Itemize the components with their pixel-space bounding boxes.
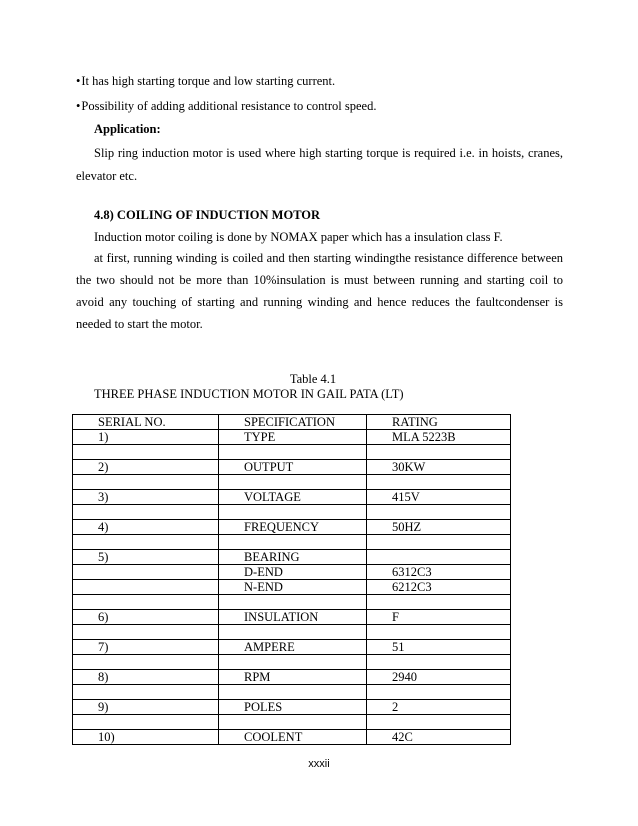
coiling-paragraph-2-line-1: at first, running winding is coiled and then starting windingthe resistance difference between [94,251,563,265]
specification-cell: FREQUENCY [219,520,367,535]
specification-cell [219,655,367,670]
serial-cell [73,685,219,700]
bullet-high-torque: • It has high starting torque and low starting current. [76,73,335,89]
table-row [73,550,511,565]
table-row [73,685,511,700]
rating-cell: 6312C3 [367,565,511,580]
specification-cell [219,625,367,640]
specification-cell [219,535,367,550]
specification-cell: POLES [219,700,367,715]
rating-cell: 415V [367,490,511,505]
serial-cell [73,565,219,580]
coiling-paragraph-2-line-4: needed to start the motor. [76,317,203,331]
serial-cell [73,580,219,595]
specification-cell [219,505,367,520]
rating-cell [367,655,511,670]
rating-cell [367,535,511,550]
specification-cell [219,595,367,610]
section-heading: 4.8) COILING OF INDUCTION MOTOR [94,208,321,222]
bullet-additional-resistance: • Possibility of adding additional resistance to control speed. [76,98,376,114]
specification-cell [219,445,367,460]
specification-cell: COOLENT [219,730,367,745]
table-caption-number: Table 4.1 [289,372,337,386]
serial-cell: 4) [73,520,219,535]
rating-cell: 6212C3 [367,580,511,595]
table-row [73,595,511,610]
serial-cell: 6) [73,610,219,625]
rating-cell [367,550,511,565]
serial-cell: 10) [73,730,219,745]
specification-cell: OUTPUT [219,460,367,475]
coiling-paragraph-2-line-3: avoid any touching of starting and running winding and hence reduces the faultcondenser is [76,295,563,309]
table-row [73,460,511,475]
table-row [73,445,511,460]
table-row [73,700,511,715]
table-row [73,670,511,685]
table-row [73,655,511,670]
table-row [73,505,511,520]
coiling-paragraph-2-line-2: the two should not be more than 10%insulation is must between running and starting coil to [76,273,563,287]
table-row [73,490,511,505]
serial-cell [73,475,219,490]
page-number: xxxii [308,758,330,770]
serial-cell [73,715,219,730]
rating-cell: F [367,610,511,625]
serial-cell: 9) [73,700,219,715]
serial-cell: 8) [73,670,219,685]
serial-cell: 5) [73,550,219,565]
rating-cell: 30KW [367,460,511,475]
serial-cell: 7) [73,640,219,655]
rating-cell [367,715,511,730]
motor-spec-table [72,414,511,745]
table-caption-title: THREE PHASE INDUCTION MOTOR IN GAIL PATA (LT) [94,387,404,401]
serial-cell [73,505,219,520]
serial-cell: SERIAL NO. [73,415,219,430]
rating-cell: 2940 [367,670,511,685]
application-paragraph-line-2: elevator etc. [76,169,138,183]
table-row [73,625,511,640]
serial-cell: 2) [73,460,219,475]
table-row [73,475,511,490]
table-row [73,610,511,625]
serial-cell [73,595,219,610]
specification-cell: RPM [219,670,367,685]
table-row [73,715,511,730]
specification-cell: BEARING [219,550,367,565]
serial-cell: 1) [73,430,219,445]
table-row [73,730,511,745]
specification-cell: SPECIFICATION [219,415,367,430]
serial-cell [73,655,219,670]
specification-cell [219,685,367,700]
specification-cell: INSULATION [219,610,367,625]
table-header-row [73,415,511,430]
coiling-paragraph-1: Induction motor coiling is done by NOMAX paper which has a insulation class F. [94,230,503,244]
application-heading: Application: [94,122,161,136]
application-paragraph-line-1: Slip ring induction motor is used where high starting torque is required i.e. in hoists, cranes, [94,146,563,160]
table-row [73,520,511,535]
table-row [73,640,511,655]
table-row [73,535,511,550]
specification-cell [219,475,367,490]
table-row [73,430,511,445]
rating-cell: RATING [367,415,511,430]
specification-cell: N-END [219,580,367,595]
serial-cell [73,625,219,640]
rating-cell [367,445,511,460]
specification-cell: AMPERE [219,640,367,655]
rating-cell [367,475,511,490]
rating-cell: 42C [367,730,511,745]
rating-cell: 2 [367,700,511,715]
specification-cell: TYPE [219,430,367,445]
specification-cell: VOLTAGE [219,490,367,505]
rating-cell [367,625,511,640]
specification-cell: D-END [219,565,367,580]
rating-cell [367,505,511,520]
serial-cell [73,445,219,460]
table-row [73,565,511,580]
table-row [73,580,511,595]
rating-cell: 50HZ [367,520,511,535]
specification-cell [219,715,367,730]
rating-cell: MLA 5223B [367,430,511,445]
rating-cell: 51 [367,640,511,655]
rating-cell [367,595,511,610]
serial-cell: 3) [73,490,219,505]
rating-cell [367,685,511,700]
serial-cell [73,535,219,550]
